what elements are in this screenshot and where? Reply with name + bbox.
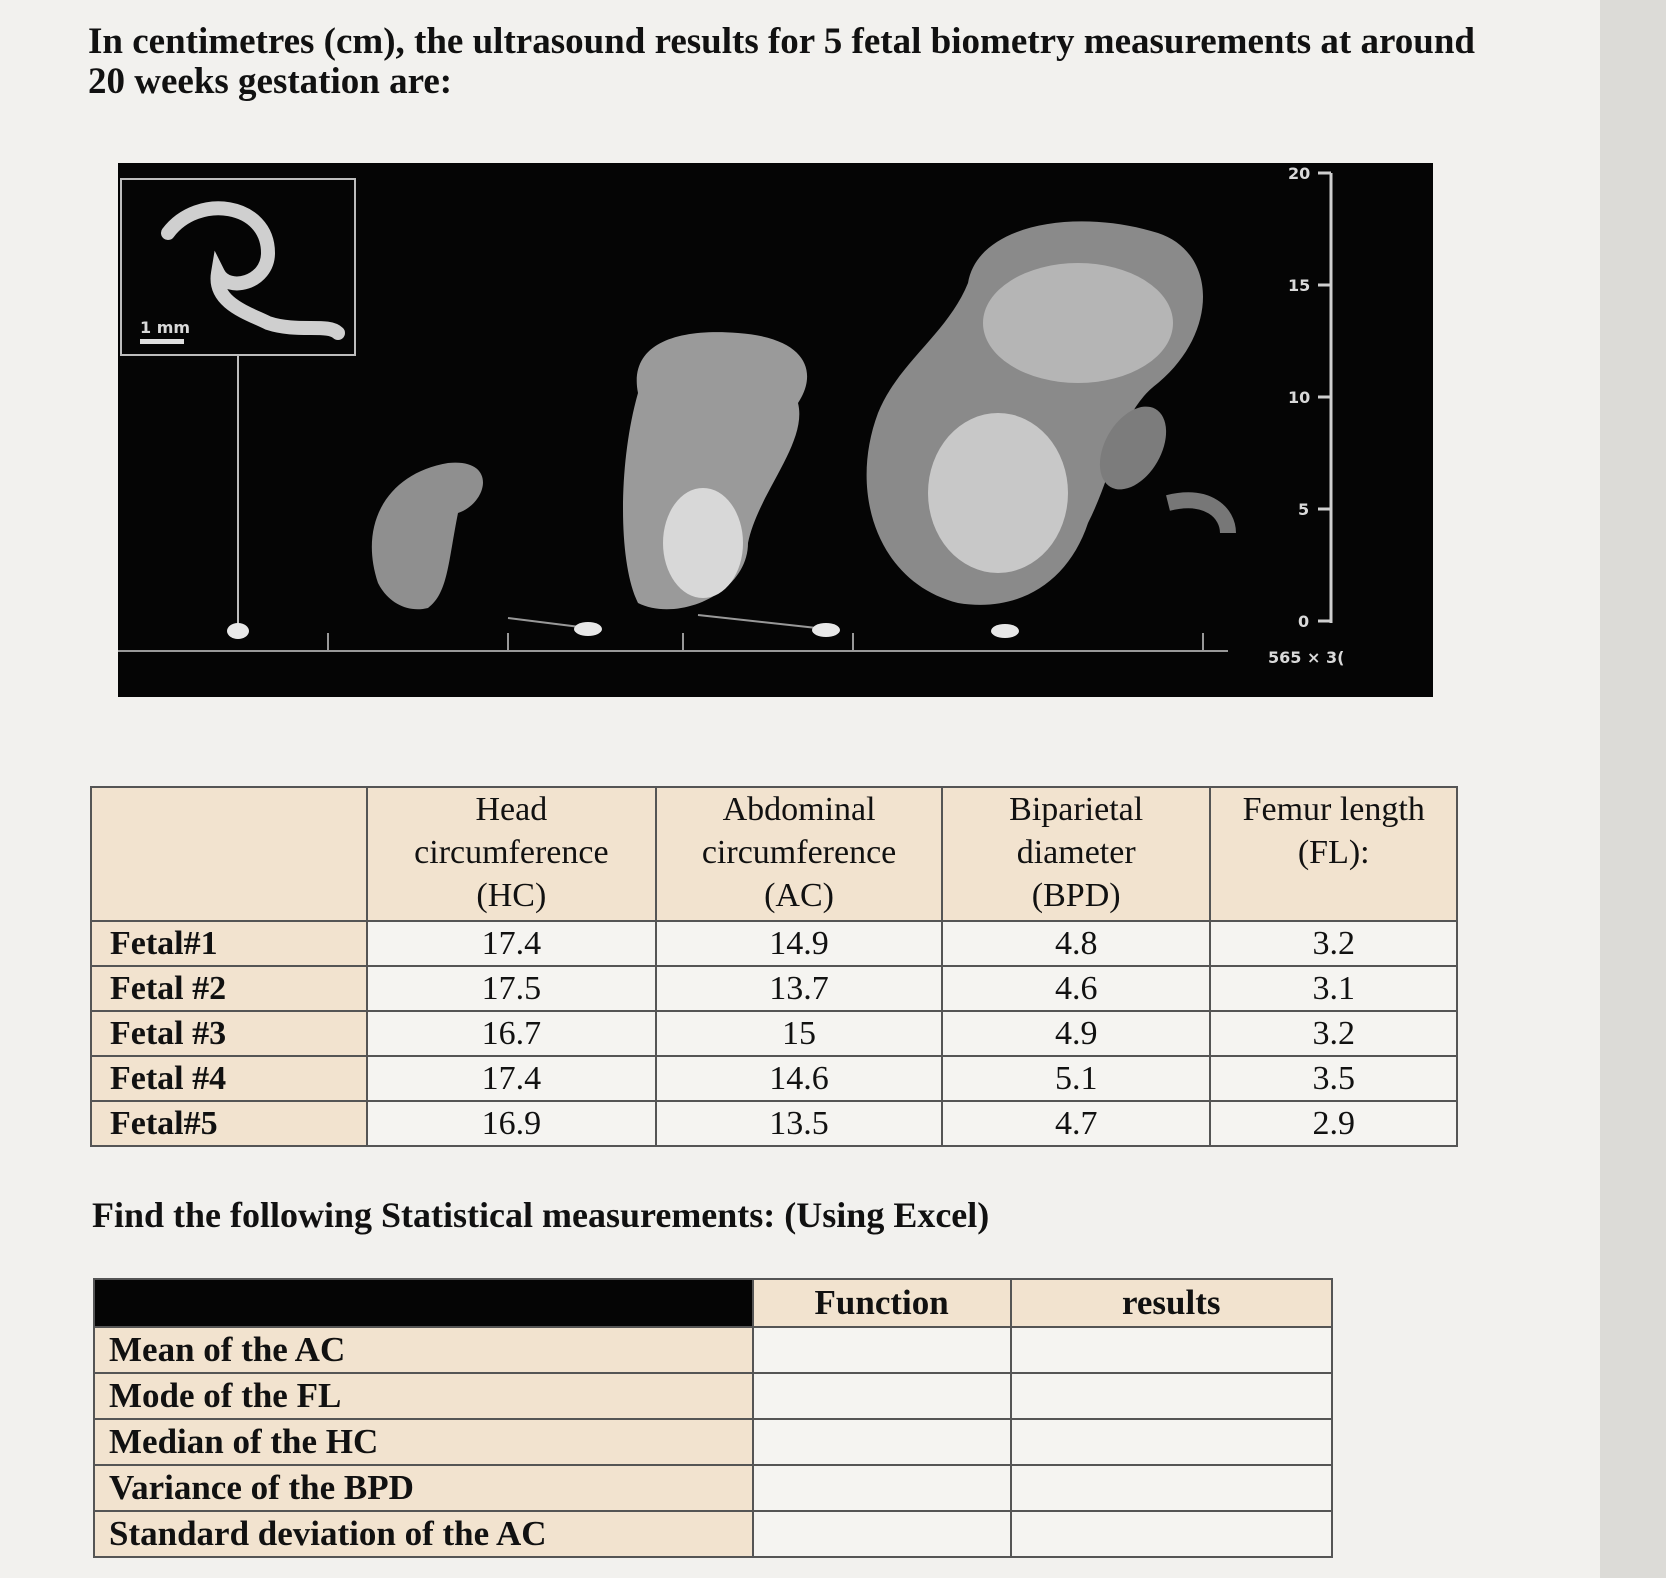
biometry-header-row [91, 787, 1457, 921]
ruler-label-15: 15 [1288, 276, 1311, 295]
cell-hc: 16.7 [367, 1011, 657, 1056]
task-label: Standard deviation of the AC [94, 1511, 753, 1557]
cell-bpd: 4.8 [942, 921, 1211, 966]
header-hc-line2: circumference [414, 834, 609, 871]
header-ac-line2: circumference [701, 834, 897, 871]
screen-edge [1600, 0, 1666, 1578]
header-corner-cell [91, 787, 367, 921]
row-label: Fetal#5 [91, 1101, 367, 1146]
table-row [91, 921, 1457, 966]
header-fl [1210, 787, 1457, 921]
fetus-stage-2 [372, 463, 483, 610]
header-bpd-line3: (BPD) [1031, 877, 1121, 914]
results-cell[interactable] [1011, 1465, 1333, 1511]
task-label: Median of the HC [94, 1419, 753, 1465]
ruler-label-10: 10 [1288, 388, 1311, 407]
row-label: Fetal #2 [91, 966, 367, 1011]
ruler-label-top: 20 [1288, 164, 1311, 183]
task-label: Variance of the BPD [94, 1465, 753, 1511]
cell-fl: 3.2 [1210, 921, 1457, 966]
table-row [94, 1511, 1332, 1557]
fetal-scan-illustration [118, 163, 1433, 697]
fetus-4-foot [1168, 500, 1228, 533]
function-cell[interactable] [753, 1465, 1011, 1511]
cell-ac: 15 [656, 1011, 942, 1056]
header-results: results [1011, 1279, 1333, 1327]
biometry-table [90, 786, 1458, 1147]
table-row [94, 1327, 1332, 1373]
row-label: Fetal #4 [91, 1056, 367, 1101]
cell-fl: 3.1 [1210, 966, 1457, 1011]
header-fl-line2: (FL): [1297, 834, 1370, 871]
header-bpd-line2: diameter [1016, 834, 1136, 871]
instruction-text: Find the following Statistical measurements: (Using Excel) [92, 1195, 990, 1235]
table-row [94, 1373, 1332, 1419]
function-cell[interactable] [753, 1373, 1011, 1419]
header-ac-line3: (AC) [764, 877, 834, 914]
cell-ac: 14.6 [656, 1056, 942, 1101]
header-bpd-line1: Biparietal [1009, 791, 1144, 828]
results-cell[interactable] [1011, 1511, 1333, 1557]
cell-bpd: 4.7 [942, 1101, 1211, 1146]
task-label: Mode of the FL [94, 1373, 753, 1419]
header-blank-cell [94, 1279, 753, 1327]
fetus-4-head [983, 263, 1173, 383]
fetus-4-body [928, 413, 1068, 573]
function-cell[interactable] [753, 1511, 1011, 1557]
image-size-label: 565 × 3( [1268, 648, 1345, 667]
cell-ac: 14.9 [656, 921, 942, 966]
statistics-header-row [94, 1279, 1332, 1327]
cell-ac: 13.7 [656, 966, 942, 1011]
table-row [91, 1101, 1457, 1146]
header-ac [656, 787, 942, 921]
cell-fl: 3.2 [1210, 1011, 1457, 1056]
fetal-development-image [118, 163, 1433, 697]
function-cell[interactable] [753, 1327, 1011, 1373]
table-row [94, 1419, 1332, 1465]
ruler-label-5: 5 [1298, 500, 1310, 519]
cell-bpd: 4.9 [942, 1011, 1211, 1056]
header-hc-line1: Head [475, 791, 548, 828]
header-hc [367, 787, 657, 921]
stage-marker [574, 622, 602, 636]
row-label: Fetal#1 [91, 921, 367, 966]
cell-bpd: 4.6 [942, 966, 1211, 1011]
cell-hc: 17.5 [367, 966, 657, 1011]
table-row [94, 1465, 1332, 1511]
header-ac-line1: Abdominal [722, 791, 876, 828]
inset-scale-bar [140, 339, 184, 344]
header-hc-line3: (HC) [476, 877, 547, 914]
statistics-table [93, 1278, 1333, 1558]
cell-fl: 2.9 [1210, 1101, 1457, 1146]
fetus-3-organ [663, 488, 743, 598]
task-label: Mean of the AC [94, 1327, 753, 1373]
function-cell[interactable] [753, 1419, 1011, 1465]
table-row [91, 1056, 1457, 1101]
results-cell[interactable] [1011, 1419, 1333, 1465]
intro-text: In centimetres (cm), the ultrasound results for 5 fetal biometry measurements at around 20 weeks gestation are: [88, 21, 1475, 102]
stage-connector [698, 615, 826, 629]
header-function: Function [753, 1279, 1011, 1327]
table-row [91, 1011, 1457, 1056]
results-cell[interactable] [1011, 1373, 1333, 1419]
cell-hc: 17.4 [367, 921, 657, 966]
stage-marker [812, 623, 840, 637]
header-bpd [942, 787, 1211, 921]
stage-marker [991, 624, 1019, 638]
ruler-label-0: 0 [1298, 612, 1310, 631]
row-label: Fetal #3 [91, 1011, 367, 1056]
cell-bpd: 5.1 [942, 1056, 1211, 1101]
table-row [91, 966, 1457, 1011]
cell-hc: 16.9 [367, 1101, 657, 1146]
results-cell[interactable] [1011, 1327, 1333, 1373]
cell-hc: 17.4 [367, 1056, 657, 1101]
header-fl-line1: Femur length [1242, 791, 1425, 828]
cell-ac: 13.5 [656, 1101, 942, 1146]
cell-fl: 3.5 [1210, 1056, 1457, 1101]
inset-scale-label: 1 mm [140, 318, 191, 337]
stage-marker [227, 623, 249, 639]
embryo-shape [168, 208, 338, 333]
